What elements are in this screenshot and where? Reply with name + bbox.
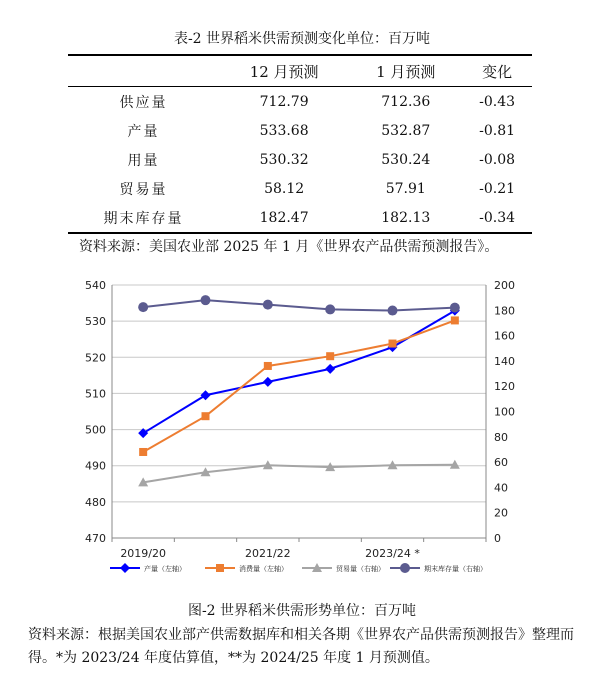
y-left-tick-label: 520 (85, 351, 106, 365)
y-right-tick-label: 180 (494, 304, 515, 318)
x-tick-label: 2019/20 (120, 547, 167, 560)
dec-value: 533.68 (259, 122, 309, 139)
dec-value: 530.32 (259, 151, 309, 168)
series-line-1 (143, 320, 455, 452)
jan-value: 712.36 (381, 93, 431, 110)
series-line-2 (143, 465, 455, 483)
y-left-tick-label: 480 (85, 495, 106, 509)
y-left-tick-label: 530 (85, 315, 106, 329)
data-point (450, 303, 460, 313)
legend-label: 消费量（左轴） (239, 565, 288, 573)
change-value: -0.34 (462, 203, 532, 233)
jan-value: 532.87 (381, 122, 431, 139)
data-point (451, 316, 459, 324)
data-point (139, 448, 147, 456)
series-line-0 (143, 311, 455, 434)
legend-marker (400, 563, 410, 573)
y-left-tick-label: 470 (85, 532, 106, 545)
data-point (201, 295, 211, 305)
y-right-tick-label: 200 (494, 279, 515, 292)
row-label: 产量 (127, 123, 160, 140)
data-point (388, 306, 398, 316)
dec-value: 712.79 (259, 93, 309, 110)
data-point (389, 340, 397, 348)
data-point (202, 412, 210, 420)
header-january: 1 月预测 (349, 55, 462, 87)
y-right-tick-label: 160 (494, 329, 515, 343)
y-right-tick-label: 120 (494, 380, 515, 394)
table-source: 资料来源：美国农业部 2025 年 1 月《世界农产品供需预测报告》。 (79, 239, 499, 255)
row-label: 供应量 (119, 94, 168, 111)
header-change: 变化 (462, 55, 532, 87)
table-row (68, 116, 532, 145)
y-right-tick-label: 80 (494, 430, 508, 444)
jan-value: 182.13 (349, 203, 462, 233)
figure-caption: 图-2 世界稻米供需形势单位：百万吨 (187, 603, 417, 619)
jan-value: 57.91 (385, 180, 426, 197)
table-row (68, 87, 532, 117)
y-left-tick-label: 510 (85, 387, 106, 401)
data-point (325, 364, 335, 374)
table-row (68, 145, 532, 174)
legend-label: 期末库存量（右轴） (424, 565, 487, 573)
y-right-tick-label: 20 (494, 506, 508, 520)
legend-label: 贸易量（右轴） (336, 565, 385, 573)
supply-demand-chart (52, 268, 552, 588)
change-value: -0.08 (479, 151, 516, 168)
data-point (138, 302, 148, 312)
data-point (326, 352, 334, 360)
x-tick-label: 2021/22 (244, 547, 291, 560)
table-title: 表-2 世界稻米供需预测变化单位：百万吨 (173, 31, 431, 47)
figure-source: 资料来源：根据美国农业部产供需数据库和相关各期《世界农产品供需预测报告》整理而得。*为 2023/24 年度估算值，**为 2024/25 年度 1 月预测值。 (28, 627, 574, 666)
dec-value: 58.12 (264, 180, 305, 197)
data-point (263, 300, 273, 310)
x-tick-label: 2023/24 * (365, 547, 420, 560)
legend-marker (216, 564, 224, 572)
change-value: -0.21 (479, 180, 516, 197)
table-row (68, 174, 532, 203)
data-point (263, 377, 273, 387)
y-right-tick-label: 60 (494, 456, 508, 470)
row-label: 期末库存量 (68, 203, 219, 233)
legend-marker (120, 563, 130, 573)
y-left-tick-label: 500 (85, 423, 106, 437)
header-empty (68, 55, 219, 87)
dec-value: 182.47 (219, 203, 349, 233)
data-point (325, 304, 335, 314)
row-label: 贸易量 (119, 181, 168, 198)
y-right-tick-label: 140 (494, 354, 515, 368)
y-right-tick-label: 0 (494, 532, 501, 545)
legend-label: 产量（左轴） (144, 565, 186, 573)
change-value: -0.81 (479, 122, 516, 139)
y-left-tick-label: 490 (85, 459, 106, 473)
row-label: 用量 (127, 152, 160, 169)
table-row (68, 203, 532, 233)
y-left-tick-label: 540 (85, 279, 106, 292)
data-point (264, 362, 272, 370)
y-right-tick-label: 40 (494, 481, 508, 495)
forecast-table (68, 54, 532, 234)
series-line-3 (143, 300, 455, 310)
y-right-tick-label: 100 (494, 405, 515, 419)
table-header-row (68, 55, 532, 87)
jan-value: 530.24 (381, 151, 431, 168)
header-december: 12 月预测 (219, 55, 349, 87)
data-point (201, 390, 211, 400)
change-value: -0.43 (479, 93, 516, 110)
